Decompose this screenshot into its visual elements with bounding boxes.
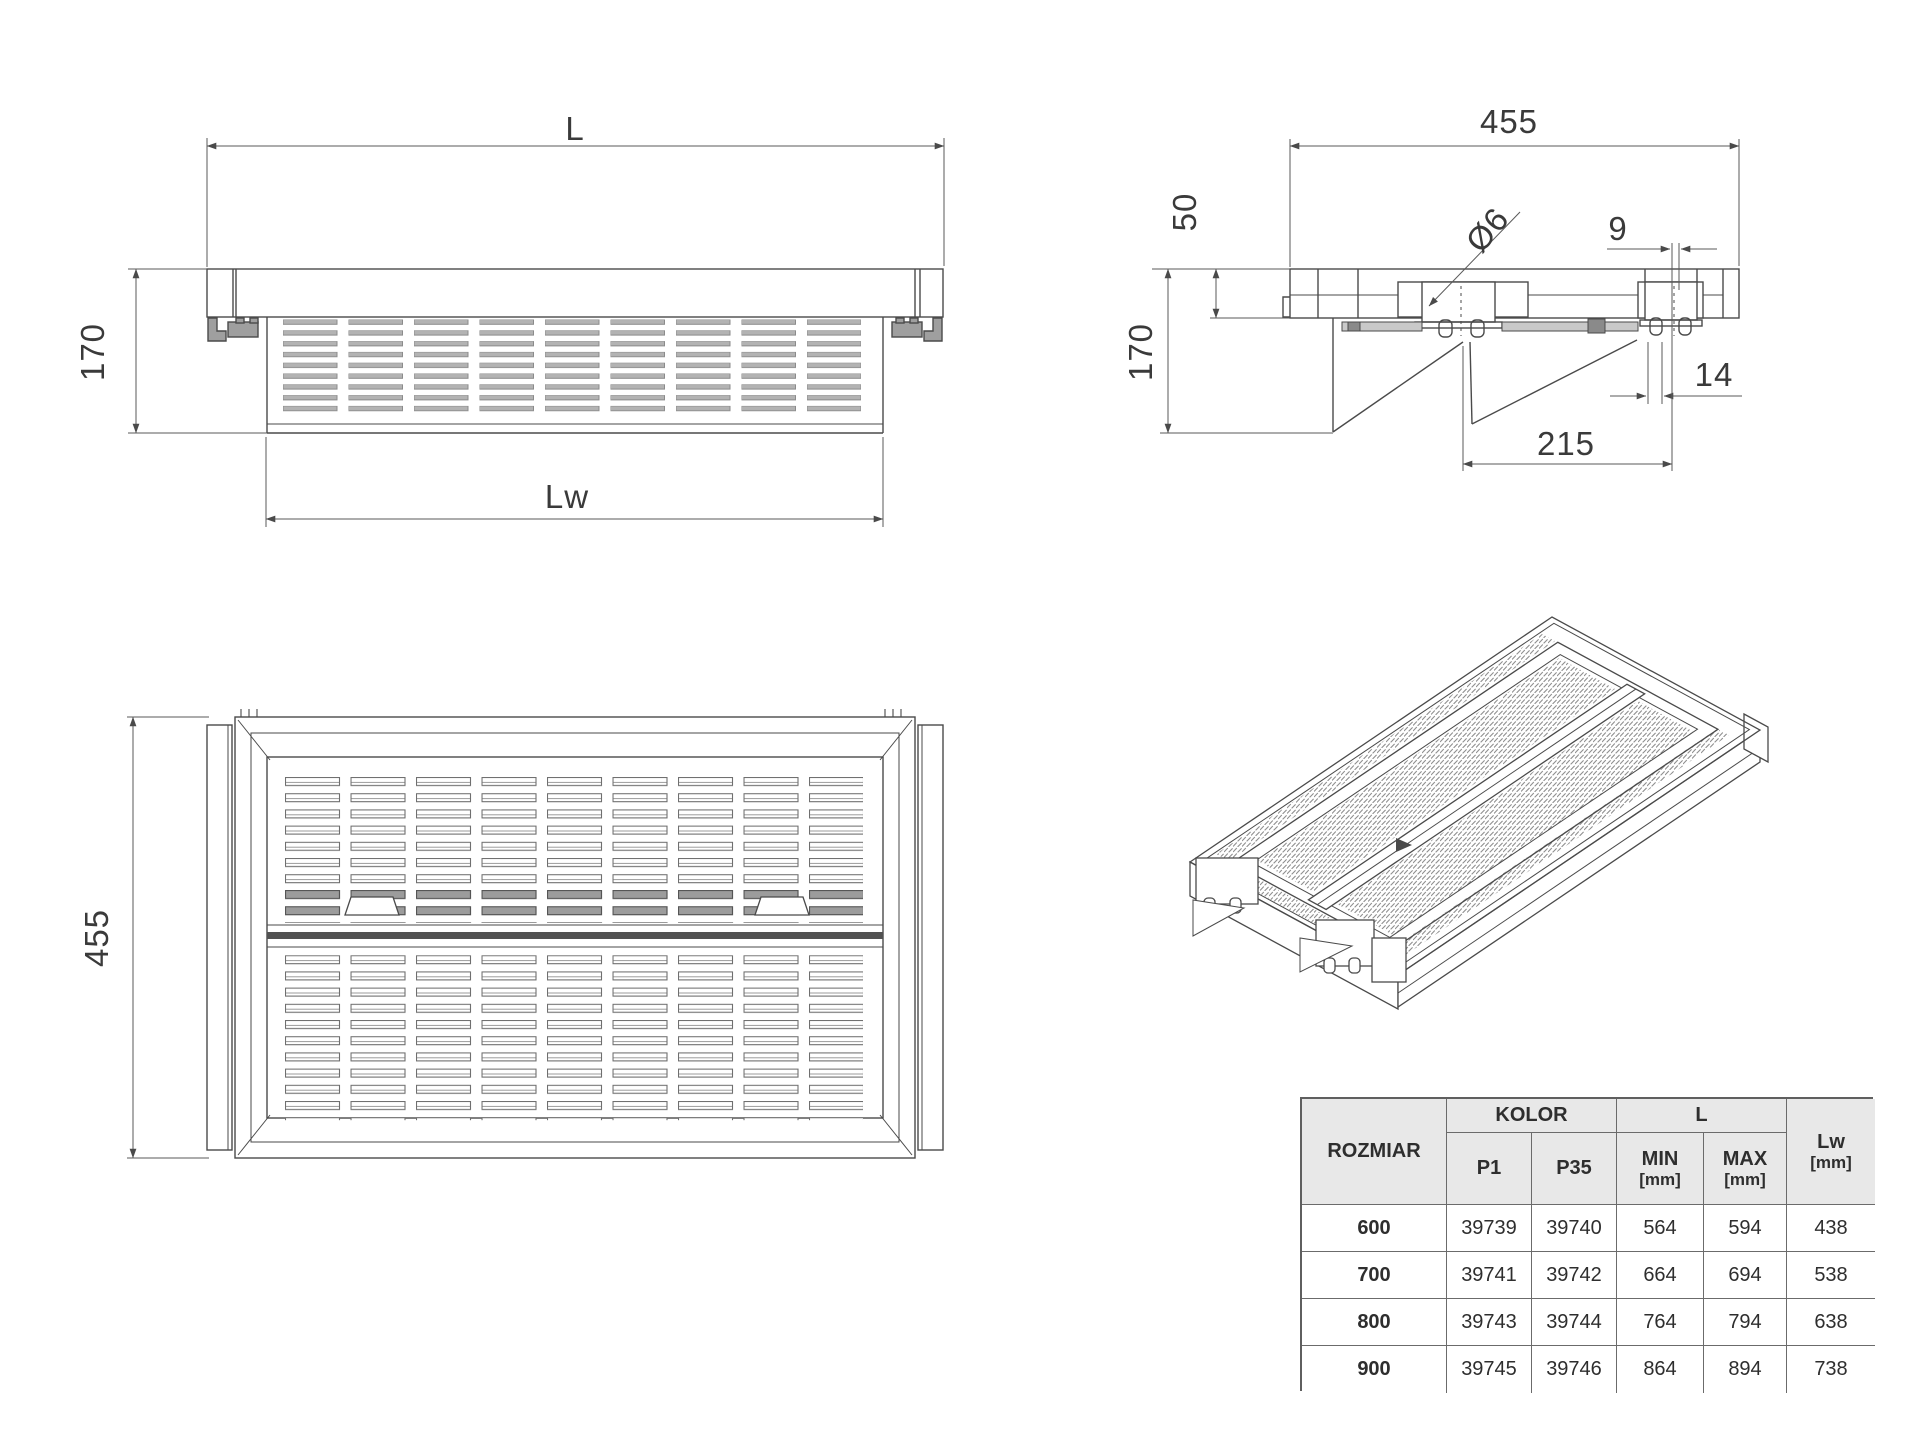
front-dim-Lw: Lw xyxy=(544,478,590,515)
table-cell: 538 xyxy=(1787,1252,1875,1299)
table-cell: 594 xyxy=(1704,1205,1787,1252)
table-cell: 39742 xyxy=(1532,1252,1617,1299)
front-dim-170: 170 xyxy=(74,322,111,382)
side-dim-50: 50 xyxy=(1166,192,1203,232)
table-cell: 564 xyxy=(1617,1205,1704,1252)
table-cell: 39743 xyxy=(1447,1299,1532,1346)
front-vent-slats xyxy=(283,320,861,417)
front-view xyxy=(207,269,943,433)
table-cell: 39740 xyxy=(1532,1205,1617,1252)
header-p35: P35 xyxy=(1532,1133,1617,1205)
table-row-size: 900 xyxy=(1302,1346,1447,1393)
plan-dim-455: 455 xyxy=(78,908,115,968)
side-dim-170: 170 xyxy=(1122,322,1159,382)
table-cell: 39741 xyxy=(1447,1252,1532,1299)
table-cell: 664 xyxy=(1617,1252,1704,1299)
table-cell: 39739 xyxy=(1447,1205,1532,1252)
header-min: MIN [mm] xyxy=(1617,1133,1704,1205)
header-kolor-group: KOLOR xyxy=(1447,1099,1617,1133)
spec-table xyxy=(1300,1097,1873,1391)
side-dim-9: 9 xyxy=(1608,210,1628,247)
header-p1: P1 xyxy=(1447,1133,1532,1205)
left-end-bracket xyxy=(208,318,258,341)
table-cell: 764 xyxy=(1617,1299,1704,1346)
shoe-stop-tab xyxy=(345,897,399,915)
header-max: MAX [mm] xyxy=(1704,1133,1787,1205)
table-cell: 738 xyxy=(1787,1346,1875,1393)
table-cell: 894 xyxy=(1704,1346,1787,1393)
corner-clips xyxy=(241,709,901,717)
side-dim-455: 455 xyxy=(1479,103,1539,140)
shoe-stop-tab xyxy=(755,897,809,915)
isometric-view xyxy=(1190,617,1768,1009)
header-lw: Lw [mm] xyxy=(1787,1099,1875,1205)
table-cell: 694 xyxy=(1704,1252,1787,1299)
side-dim-215: 215 xyxy=(1536,425,1596,462)
table-cell: 794 xyxy=(1704,1299,1787,1346)
side-dim-hole: Ø6 xyxy=(1458,200,1517,260)
table-row-size: 600 xyxy=(1302,1205,1447,1252)
right-end-bracket xyxy=(892,318,942,341)
header-l-group: L xyxy=(1617,1099,1787,1133)
table-cell: 39745 xyxy=(1447,1346,1532,1393)
table-cell: 864 xyxy=(1617,1346,1704,1393)
plan-view-dimensions xyxy=(127,717,209,1158)
plan-view xyxy=(207,709,943,1158)
header-rozmiar: ROZMIAR xyxy=(1302,1099,1447,1205)
table-cell: 39746 xyxy=(1532,1346,1617,1393)
side-view xyxy=(1283,269,1739,432)
table-row-size: 700 xyxy=(1302,1252,1447,1299)
front-dim-L: L xyxy=(565,110,585,147)
table-cell: 638 xyxy=(1787,1299,1875,1346)
table-row-size: 800 xyxy=(1302,1299,1447,1346)
table-cell: 39744 xyxy=(1532,1299,1617,1346)
side-dim-14: 14 xyxy=(1694,356,1734,393)
table-cell: 438 xyxy=(1787,1205,1875,1252)
